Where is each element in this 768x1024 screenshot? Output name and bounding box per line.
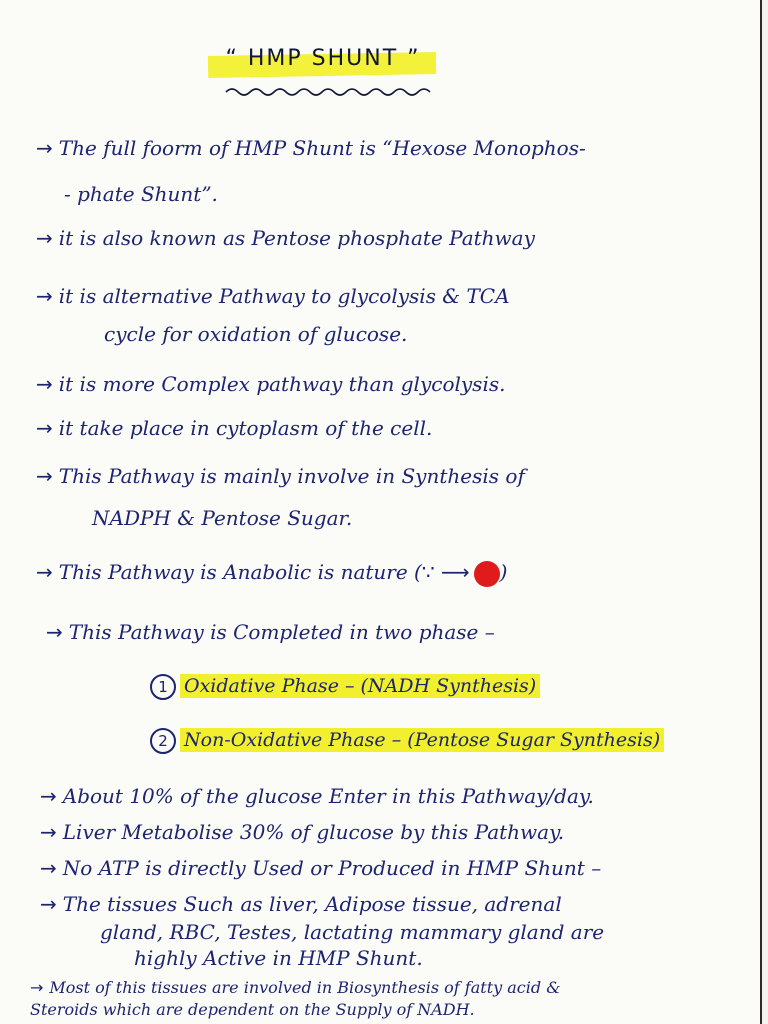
note-text: it is alternative Pathway to glycolysis & TCA xyxy=(58,284,510,308)
note-line-12-cont-1: gland, RBC, Testes, lactating mammary gland are xyxy=(100,920,605,944)
note-line-11 xyxy=(40,856,601,880)
note-line-3 xyxy=(36,284,510,308)
note-text: Liver Metabolise 30% of glucose by this Pathway. xyxy=(62,820,565,844)
note-line-6 xyxy=(36,464,525,488)
phase-1-highlight xyxy=(180,674,540,698)
note-line-6-cont: NADPH & Pentose Sugar. xyxy=(92,506,353,530)
note-line-4 xyxy=(36,372,505,396)
note-text: The tissues Such as liver, Adipose tissue, adrenal xyxy=(62,892,562,916)
note-line-3-cont: cycle for oxidation of glucose. xyxy=(104,322,408,346)
note-line-12 xyxy=(40,892,562,916)
arrow-icon: → xyxy=(46,620,63,644)
arrow-icon: → xyxy=(30,978,44,997)
phase-1-label: Oxidative Phase xyxy=(184,675,339,697)
phase-2 xyxy=(150,728,664,754)
arrow-icon: → xyxy=(40,784,57,808)
anabolic-symbol: ∵ ⟶ xyxy=(421,560,470,584)
note-line-1 xyxy=(36,136,586,160)
note-text: No ATP is directly Used or Produced in HMP Shunt – xyxy=(62,856,602,880)
note-line-9 xyxy=(40,784,594,808)
note-line-8 xyxy=(46,620,495,644)
title-underline-squiggle xyxy=(224,86,434,98)
arrow-icon: → xyxy=(36,416,53,440)
note-text: Most of this tissues are involved in Biosynthesis of fatty acid & xyxy=(49,978,561,997)
note-line-7 xyxy=(36,560,507,587)
number-circle-icon: 1 xyxy=(150,674,176,700)
phase-1 xyxy=(150,674,540,700)
note-line-1-cont: - phate Shunt”. xyxy=(64,182,218,206)
phase-2-label: Non-Oxidative Phase xyxy=(184,729,386,751)
anabolic-close: ) xyxy=(499,560,508,584)
phase-2-detail: – (Pentose Sugar Synthesis) xyxy=(391,729,661,751)
red-dot-icon xyxy=(474,561,500,587)
number-circle-icon: 2 xyxy=(150,728,176,754)
note-line-5 xyxy=(36,416,432,440)
note-line-12-cont-2: highly Active in HMP Shunt. xyxy=(134,946,423,970)
note-text: it is more Complex pathway than glycolysis. xyxy=(58,372,506,396)
note-text: This Pathway is mainly involve in Synthesis of xyxy=(58,464,525,488)
note-text: About 10% of the glucose Enter in this Pathway/day. xyxy=(62,784,594,808)
note-line-13 xyxy=(30,978,560,997)
note-text: This Pathway is Completed in two phase – xyxy=(68,620,495,644)
arrow-icon: → xyxy=(36,226,53,250)
note-line-13-cont: Steroids which are dependent on the Supply of NADH. xyxy=(30,1000,475,1019)
note-text: This Pathway is Anabolic is nature ( xyxy=(58,560,422,584)
arrow-icon: → xyxy=(36,560,53,584)
page-title: “ HMP SHUNT ” xyxy=(225,46,421,71)
note-text: The full foorm of HMP Shunt is “Hexose Monophos- xyxy=(58,136,586,160)
note-text: it is also known as Pentose phosphate Pathway xyxy=(58,226,535,250)
arrow-icon: → xyxy=(36,136,53,160)
note-text: it take place in cytoplasm of the cell. xyxy=(58,416,433,440)
arrow-icon: → xyxy=(40,820,57,844)
arrow-icon: → xyxy=(40,856,57,880)
phase-2-highlight xyxy=(180,728,664,752)
note-line-10 xyxy=(40,820,564,844)
arrow-icon: → xyxy=(36,284,53,308)
arrow-icon: → xyxy=(36,372,53,396)
note-line-2 xyxy=(36,226,535,250)
phase-1-detail: – (NADH Synthesis) xyxy=(344,675,537,697)
arrow-icon: → xyxy=(36,464,53,488)
arrow-icon: → xyxy=(40,892,57,916)
